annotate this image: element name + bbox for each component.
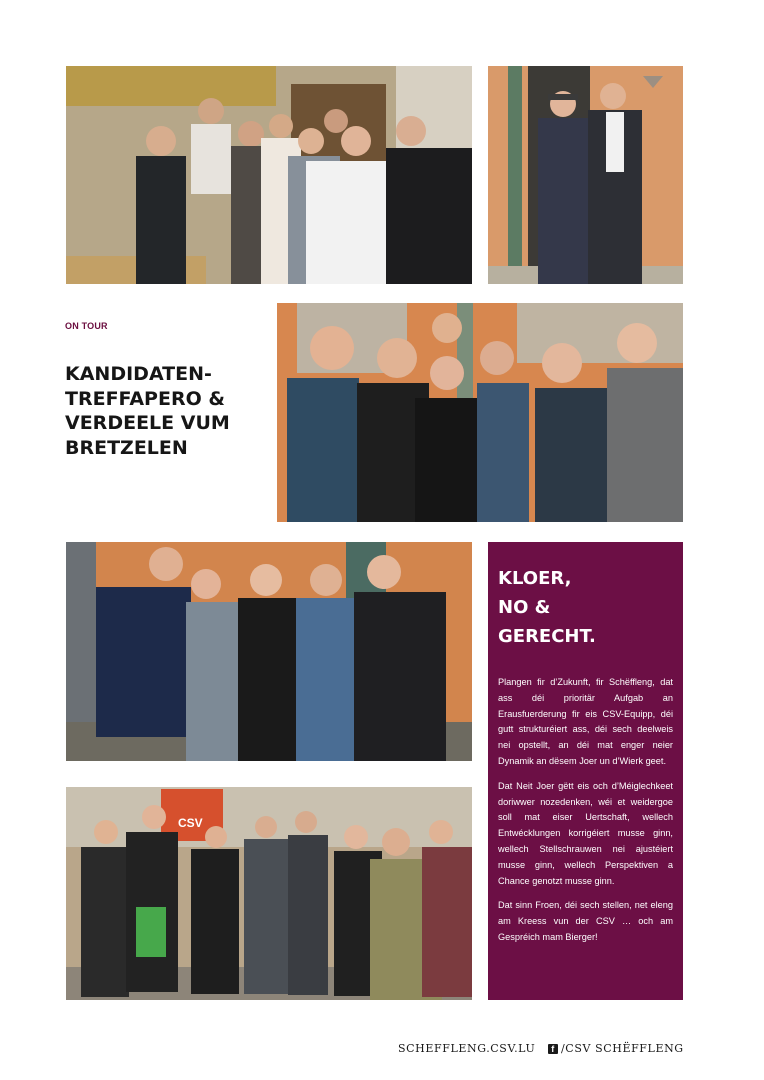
banner-text: CSV [178,816,203,830]
box-title-line: KLOER, [498,568,572,589]
box-title-line: NO & [498,597,551,618]
photo-street-crowd [66,787,472,1000]
box-title-line: GERECHT. [498,626,596,647]
headline-line: VERDEELE VUM [65,412,230,434]
box-title [498,564,673,651]
photo-two-men-doorway [488,66,683,284]
footer-website-link[interactable]: SCHEFFLENG.CSV.LU [398,1042,536,1055]
box-paragraph: Dat Neit Joer gëtt eis och d’Méiglechkeet doriwwer nozedenken, wéi et weidergoe soll mat eiser Uertschaft, wellech Entwécklungen korrigéiert musse ginn, wellech Stellschrauwen nei ajustéiert musse ginn, wellech Perspektiven a Chance genotzt musse ginn. [498,780,673,886]
box-paragraph: Plangen fir d’Zukunft, fir Schëffleng, dat ass déi prioritär Aufgab an Erausfuerderung fir eis CSV-Equipp, déi gutt strukturéiert ass, déi sech deelweis nei opstellt, an déi mat enger neier Dynamik an dësem Joer un d’Wierk geet. [498,677,673,766]
headline-line: BRETZELEN [65,436,188,459]
photo-five-people [66,542,472,761]
headline [65,362,265,460]
footer-facebook-link[interactable] [548,1042,684,1055]
section-label: ON TOUR [65,321,108,331]
photo-indoor-group [66,66,472,284]
photo-outdoor-group [277,303,683,522]
text-box [488,542,683,1000]
headline-line: TREFFAPERO & [65,387,225,410]
facebook-icon: f [548,1044,558,1054]
headline-line: KANDIDATEN- [65,363,212,385]
footer-facebook-label: /CSV SCHËFFLENG [561,1042,684,1055]
box-paragraph: Dat sinn Froen, déi sech stellen, net eleng am Kreess vun der CSV … och am Gespréich mam Bierger! [498,900,673,942]
